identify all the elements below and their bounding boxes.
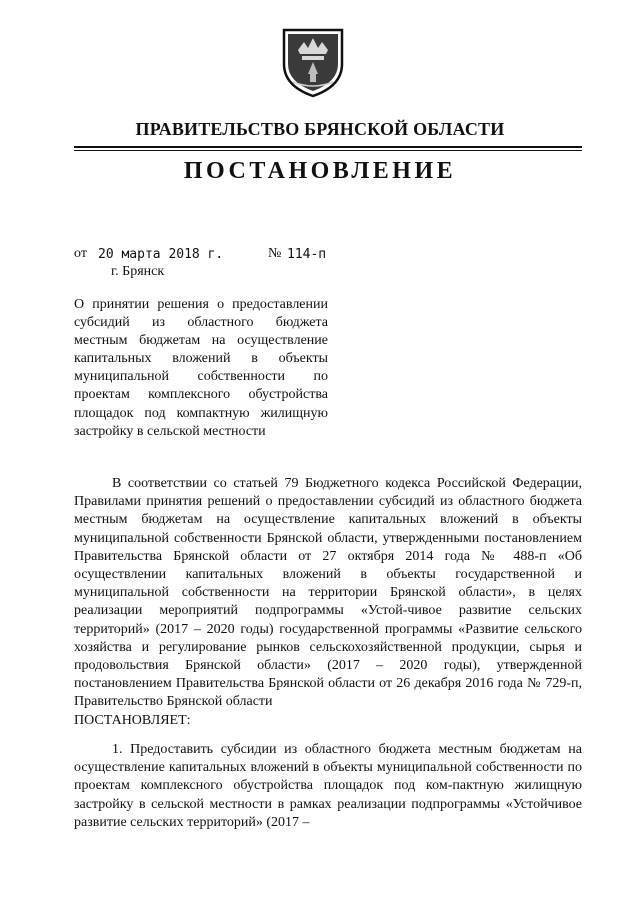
government-title: ПРАВИТЕЛЬСТВО БРЯНСКОЙ ОБЛАСТИ xyxy=(135,119,505,139)
header-divider-thick xyxy=(74,146,582,148)
date-prefix: от xyxy=(74,246,87,261)
decree-word: ПОСТАНОВЛЯЕТ: xyxy=(74,713,191,728)
document-number: 114-п xyxy=(287,247,327,262)
coat-of-arms-emblem xyxy=(278,24,348,100)
header-divider-thin xyxy=(74,150,582,151)
issuing-city: г. Брянск xyxy=(111,264,165,279)
number-prefix: № xyxy=(268,246,282,261)
clause-1-paragraph: 1. Предоставить субсидии из областного бюджета местным бюджетам на осуществление капитальных вложений в объекты муниципальной собственности по проектам комплексного обустройства площадок под ком-пактную жилищную застройку в сельской местности в рамках реализации подпрограммы «Устойчивое развитие сельских территорий» (2017 – xyxy=(74,742,582,830)
document-type-heading: ПОСТАНОВЛЕНИЕ xyxy=(183,158,457,184)
preamble-paragraph: В соответствии со статьей 79 Бюджетного кодекса Российской Федерации, Правилами принятия решений о предоставлении субсидий из областного бюджета местным бюджетам на осуществление капитальных вложений в объекты муниципальной собственности Брянской области, утвержденными постановлением Правительства Брянской области от 27 октября 2014 года № 488-п «Об осуществлении капитальных вложений в объекты государственной и муниципальной собственности на территории Брянской области», в целях реализации мероприятий подпрограммы «Устой-чивое развитие сельских территорий» (2017 – 2020 годы) государственной программы «Развитие сельского хозяйства и регулирование рынков сельскохозяйственной продукции, сырья и продовольствия Брянской области» (2017 – 2020 годы), утвержденной постановлением Правительства Брянской области от 26 декабря 2016 года № 729-п, Правительство Брянской области xyxy=(74,476,582,710)
document-date: 20 марта 2018 г. xyxy=(98,247,224,262)
document-subject: О принятии решения о предоставлении субсидий из областного бюджета местным бюджетам на осуществление капитальных вложений в объекты муниципальной собственности по проектам комплексного обустройства площадок под компактную жилищную застройку в сельской местности xyxy=(74,297,328,439)
